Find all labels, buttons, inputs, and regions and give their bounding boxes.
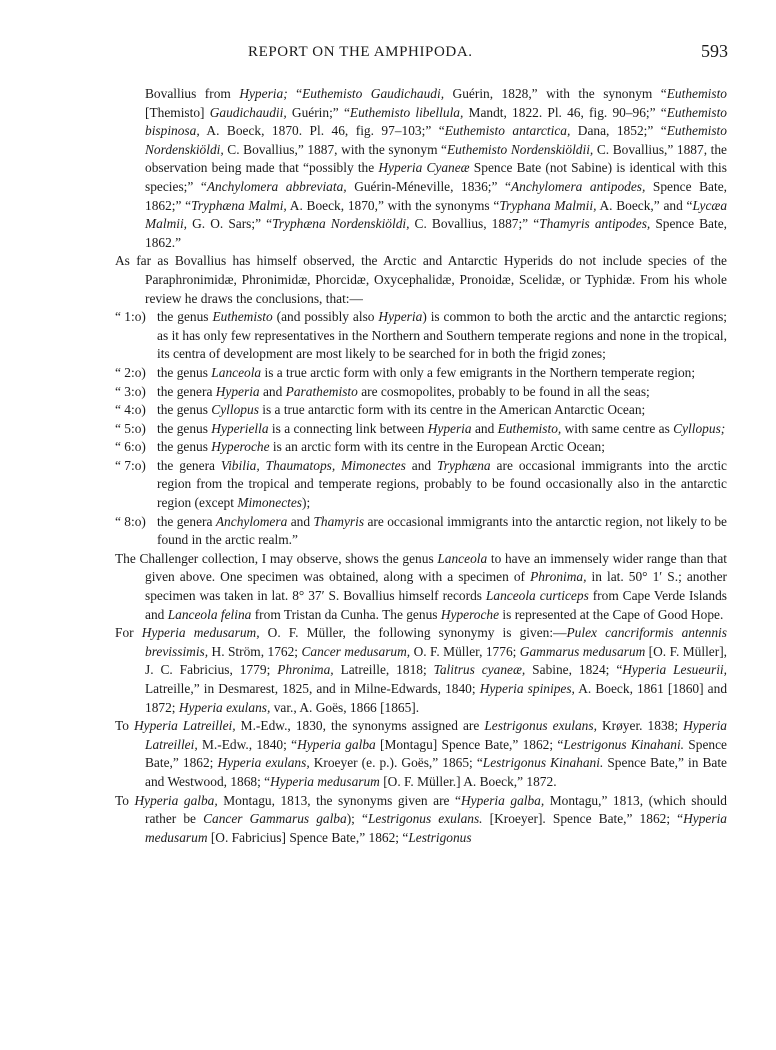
page-number: 593	[701, 41, 728, 61]
text-run: the genus	[157, 420, 212, 436]
text-run: (and possibly also	[272, 309, 379, 325]
text-run: G. O. Sars;” “	[187, 216, 273, 232]
text-run: C. Bovallius, 1887;” “	[409, 216, 540, 232]
taxon-name: Hyperia Latreillei,	[134, 718, 236, 734]
taxon-name: Anchylomera	[215, 513, 288, 529]
text-run: var., A. Goës, 1866 [1865].	[270, 699, 420, 715]
taxon-name: Euthemisto libellula,	[349, 104, 464, 120]
taxon-name: Lestrigonus Kinahani.	[563, 736, 685, 752]
text-run: Kroeyer (e. p.). Goës,” 1865; “	[309, 755, 483, 771]
text-run: H. Ström, 1762;	[208, 643, 302, 659]
text-run: the genus	[157, 402, 212, 418]
taxon-name: Hyperia	[427, 420, 472, 436]
text-run: Montagu,” 1813, (which should rather be	[145, 792, 728, 827]
running-title: REPORT ON THE AMPHIPODA.	[248, 44, 473, 60]
conclusion-item	[115, 457, 727, 513]
item-number: “ 5:o)	[115, 420, 146, 436]
text-run: and	[287, 513, 314, 529]
text-run: O. F. Müller, the following synonymy is given:—	[259, 625, 567, 641]
text-run: the genus	[157, 364, 212, 380]
taxon-name: Hyperia Lesueurii,	[622, 662, 728, 678]
taxon-name: Cancer medusarum,	[301, 643, 411, 659]
taxon-name: Cancer Gammarus galba	[203, 811, 347, 827]
item-number: “ 8:o)	[115, 513, 146, 529]
conclusion-item	[115, 364, 727, 383]
text-run: and	[405, 457, 438, 473]
text-run: ) is common to both the arctic and the antarctic regions; as it has only few representatives in the Northern and Southern temperate regions and none in the tropical, its centra of development are most likely to be searched for in both the frigid zones;	[157, 309, 728, 362]
text-run: Guérin;” “	[286, 104, 350, 120]
taxon-name: Euthemisto bispinosa,	[145, 104, 727, 139]
taxon-name: Pulex cancriformis antennis brevissimis,	[145, 625, 727, 659]
text-run: Sabine, 1824; “	[525, 662, 623, 678]
text-run: ); “	[346, 811, 368, 827]
taxon-name: Hyperia medusarum,	[141, 625, 260, 641]
text-run: [Montagu] Spence Bate,” 1862; “	[375, 736, 564, 752]
taxon-name: Lanceola	[437, 550, 488, 566]
text-run: Mandt, 1822. Pl. 46, fig. 90–96;” “	[463, 104, 667, 120]
item-number: “ 6:o)	[115, 439, 146, 455]
taxon-name: Hyperiella	[211, 420, 269, 436]
continued-paragraph	[115, 85, 727, 252]
text-run: Guérin-Méneville, 1836;” “	[346, 178, 511, 194]
text-run: the genera	[157, 513, 216, 529]
taxon-name: Hyperoche	[440, 606, 500, 622]
text-run: );	[302, 495, 311, 511]
text-run: and	[259, 383, 286, 399]
taxon-name: Hyperia Latreillei,	[145, 718, 728, 752]
text-run: the genera	[157, 457, 221, 473]
text-run: are cosmopolites, probably to be found in all the seas;	[357, 383, 650, 399]
text-run: is a true arctic form with only a few emigrants in the Northern temperate region;	[261, 364, 696, 380]
item-number: “ 2:o)	[115, 364, 146, 380]
text-run: A. Boeck, 1870,” with the synonyms “	[286, 197, 500, 213]
taxon-name: Hyperia galba,	[134, 792, 218, 808]
conclusion-item	[115, 420, 727, 439]
text-run: are occasional immigrants into the arctic region from the tropical and temperate regions, probably to be found occasionally also in the antarctic region (except	[157, 457, 727, 511]
taxon-name: Mimonectes	[237, 495, 303, 511]
taxon-name: Vibilia, Thaumatops, Mimonectes	[220, 457, 406, 473]
text-run: Spence Bate,” in Bate and Westwood, 1868; “	[145, 755, 728, 789]
text-run: To	[115, 792, 135, 808]
text-run: the genus	[157, 439, 212, 455]
text-run: O. F. Müller, 1776;	[410, 643, 520, 659]
paragraph	[115, 550, 727, 624]
taxon-name: Phronima,	[277, 662, 334, 678]
text-run: Latreille, 1818;	[333, 662, 434, 678]
text-run: C. Bovallius,” 1887, the observation being made that “possibly the	[145, 141, 727, 176]
conclusion-item	[115, 383, 727, 402]
text-run: Krøyer. 1838;	[596, 718, 684, 734]
taxon-name: Hyperia	[215, 383, 260, 399]
paragraph	[115, 624, 727, 717]
text-run: is represented at the Cape of Good Hope.	[499, 606, 724, 622]
text-run: M.-Edw., 1830, the synonyms assigned are	[235, 718, 485, 734]
text-run: For	[115, 625, 142, 641]
text-run: [O. F. Müller], J. C. Fabricius, 1779;	[145, 643, 727, 678]
text-run: is an arctic form with its centre in the European Arctic Ocean;	[269, 439, 605, 455]
conclusion-item	[115, 513, 727, 550]
taxon-name: Gaudichaudii,	[209, 104, 287, 120]
paragraph	[115, 252, 727, 308]
text-run: “	[287, 86, 303, 101]
item-number: “ 7:o)	[115, 457, 146, 473]
text-run: Spence Bate (not Sabine) is identical with this species;” “	[145, 160, 727, 194]
taxon-name: Phronima,	[530, 569, 587, 585]
taxon-name: Thamyris antipodes,	[539, 216, 651, 232]
taxon-name: Euthemisto Nordenskiöldii,	[447, 141, 594, 157]
taxon-name: Cyllopus	[211, 402, 259, 418]
taxon-name: Hyperia;	[239, 86, 288, 101]
conclusion-item	[115, 401, 727, 420]
taxon-name: Hyperia medusarum	[270, 773, 380, 789]
text-run: As far as Bovallius has himself observed, the Arctic and Antarctic Hyperids do not include species of the Paraphronimidæ, Phronimidæ, Phorcidæ, Oxycephalidæ, Pronoidæ, Scelidæ, or Typhidæ. From his whole review he draws the conclusions, that:—	[115, 253, 727, 306]
taxon-name: Hyperia galba	[297, 736, 376, 752]
paragraph	[115, 717, 727, 791]
text-run: the genus	[157, 309, 213, 325]
taxon-name: Euthemisto	[666, 86, 727, 101]
taxon-name: Lanceola felina	[167, 606, 252, 622]
body-text	[115, 85, 727, 847]
paragraph	[115, 792, 727, 848]
text-run: [O. Fabricius] Spence Bate,” 1862; “	[207, 829, 409, 845]
taxon-name: Euthemisto,	[497, 420, 562, 436]
conclusion-item	[115, 438, 727, 457]
taxon-name: Lycæa Malmii,	[145, 197, 728, 232]
taxon-name: Talitrus cyaneæ,	[433, 662, 526, 678]
taxon-name: Euthemisto Nordenskiöldi,	[145, 123, 727, 157]
text-run: from Cape Verde Islands and	[145, 588, 727, 622]
text-run: with same centre as	[561, 420, 674, 436]
taxon-name: Lestrigonus	[408, 829, 472, 845]
taxon-name: Hyperoche	[211, 439, 270, 455]
text-run: [Kroeyer]. Spence Bate,” 1862; “	[482, 811, 684, 827]
conclusion-item	[115, 308, 727, 364]
text-run: [O. F. Müller.] A. Boeck,” 1872.	[379, 773, 557, 789]
text-run: Spence Bate,” 1862;	[145, 736, 727, 771]
text-run: Montagu, 1813, the synonyms given are “	[217, 792, 461, 808]
item-number: “ 3:o)	[115, 383, 146, 399]
taxon-name: Lestrigonus Kinahani.	[482, 755, 604, 771]
taxon-name: Hyperia Cyaneæ	[378, 160, 470, 176]
taxon-name: Cyllopus;	[673, 420, 726, 436]
text-run: is a true antarctic form with its centre in the American Antarctic Ocean;	[258, 402, 646, 418]
text-run: M.-Edw., 1840; “	[197, 736, 298, 752]
text-run: Latreille,” in Desmarest, 1825, and in Milne-Edwards, 1840;	[145, 681, 480, 696]
text-run: Guérin, 1828,” with the synonym “	[444, 86, 667, 101]
text-run: Dana, 1852;” “	[570, 123, 667, 139]
taxon-name: Tryphæna Nordenskiöldi,	[272, 216, 410, 232]
taxon-name: Lestrigonus exulans,	[484, 718, 597, 734]
taxon-name: Tryphana Malmii,	[499, 197, 597, 213]
taxon-name: Lestrigonus exulans.	[367, 811, 483, 827]
taxon-name: Tryphæna	[437, 457, 491, 473]
taxon-name: Euthemisto antarctica,	[444, 123, 571, 139]
text-run: A. Boeck,” and “	[596, 197, 693, 213]
text-run: Spence Bate, 1862.”	[145, 216, 727, 250]
taxon-name: Anchylomera antipodes,	[510, 178, 646, 194]
text-run: are occasional immigrants into the antarctic region, not likely to be found in the arctic realm.”	[157, 513, 727, 548]
taxon-name: Anchylomera abbreviata,	[206, 178, 347, 194]
text-run: from Tristan da Cunha. The genus	[251, 606, 441, 622]
taxon-name: Hyperia spinipes,	[479, 681, 575, 696]
taxon-name: Hyperia exulans,	[217, 755, 310, 771]
text-run: [Themisto]	[145, 104, 210, 120]
taxon-name: Gammarus medusarum	[519, 643, 646, 659]
text-run: A. Boeck, 1861 [1860] and 1872;	[145, 681, 728, 715]
text-run: C. Bovallius,” 1887, with the synonym “	[223, 141, 447, 157]
text-run: The Challenger collection, I may observe, shows the genus	[115, 550, 438, 566]
text-run: the genera	[157, 383, 216, 399]
text-run: in lat. 50° 1′ S.; another specimen was taken in lat. 8° 37′ S. Bovallius himself records	[145, 569, 727, 604]
text-run: Spence Bate, 1862;” “	[145, 178, 727, 213]
text-run: A. Boeck, 1870. Pl. 46, fig. 97–103;” “	[199, 123, 445, 139]
text-run: Bovallius from	[145, 86, 240, 101]
text-run: and	[471, 420, 498, 436]
taxon-name: Euthemisto	[212, 309, 273, 325]
taxon-name: Hyperia exulans,	[178, 699, 271, 715]
taxon-name: Hyperia galba,	[460, 792, 545, 808]
taxon-name: Parathemisto	[285, 383, 358, 399]
item-number: “ 4:o)	[115, 402, 146, 418]
text-run: to have an immensely wider range than that given above. One specimen was obtained, along with a specimen of	[145, 550, 728, 585]
taxon-name: Lanceola curticeps	[485, 588, 589, 604]
text-run: is a connecting link between	[268, 420, 428, 436]
item-number: “ 1:o)	[115, 309, 146, 325]
taxon-name: Euthemisto Gaudichaudi,	[302, 86, 445, 101]
text-run: To	[115, 718, 134, 734]
taxon-name: Hyperia medusarum	[145, 811, 727, 845]
taxon-name: Tryphæna Malmi,	[191, 197, 287, 213]
taxon-name: Hyperia	[378, 309, 423, 325]
taxon-name: Lanceola	[211, 364, 262, 380]
taxon-name: Thamyris	[313, 513, 365, 529]
